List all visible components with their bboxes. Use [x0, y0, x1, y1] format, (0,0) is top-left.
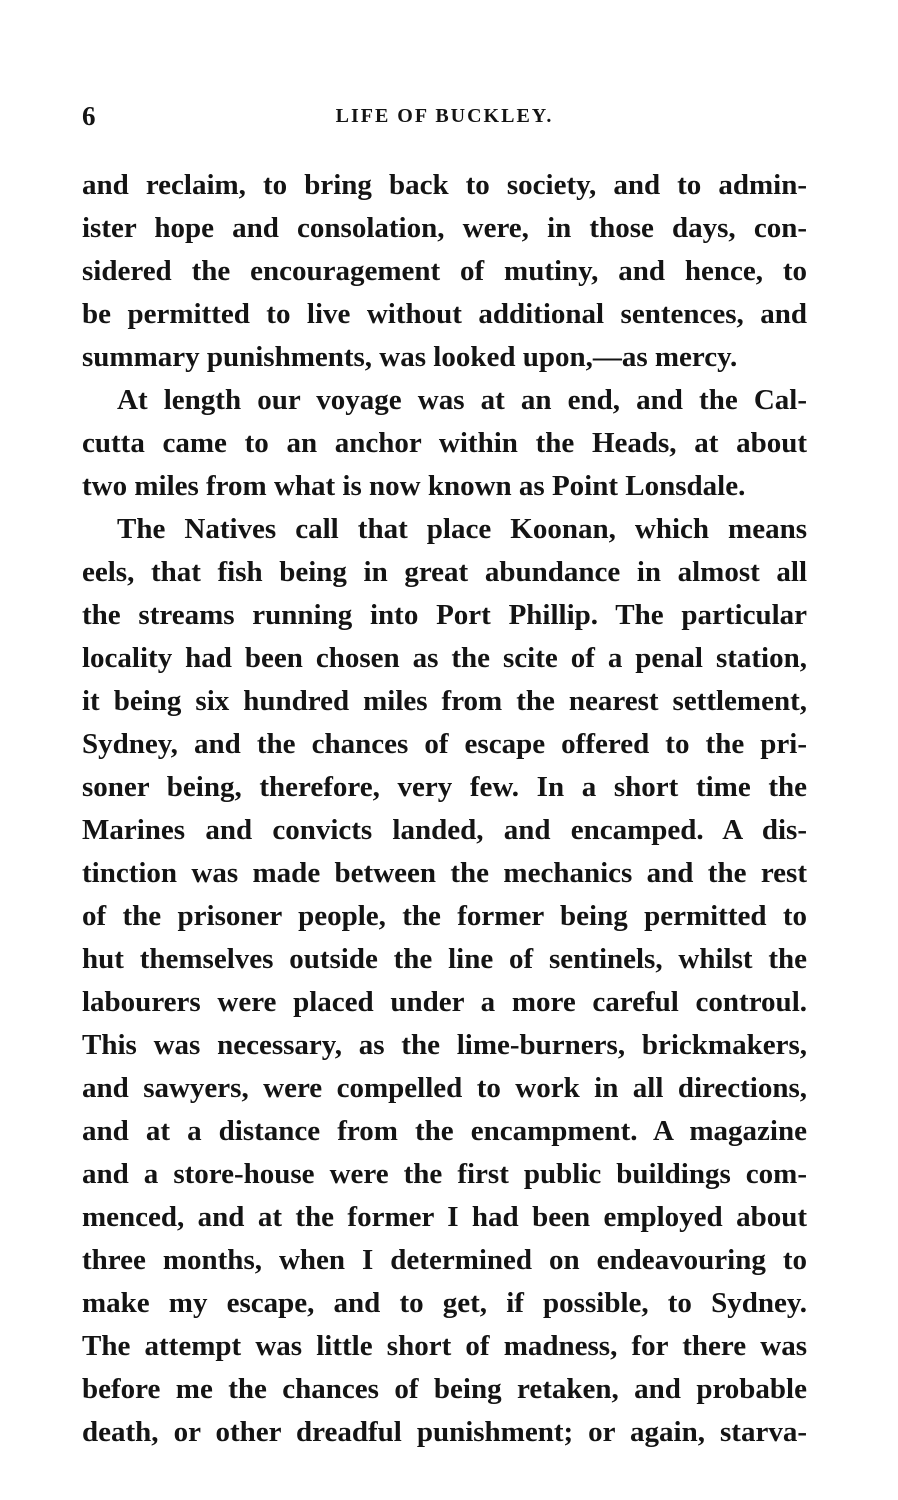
text-line: hut themselves outside the line of sentinels, whilst the — [82, 943, 807, 975]
text-line: it being six hundred miles from the nearest settlement, — [82, 685, 807, 717]
text-line: sidered the encouragement of mutiny, and hence, to — [82, 255, 807, 287]
text-line: labourers were placed under a more careful controul. — [82, 986, 807, 1018]
text-line: cutta came to an anchor within the Heads, at about — [82, 427, 807, 459]
text-line: and sawyers, were compelled to work in all directions, — [82, 1072, 807, 1104]
text-line: The Natives call that place Koonan, which means — [117, 513, 807, 545]
text-line: and a store-house were the first public buildings com- — [82, 1158, 807, 1190]
text-line: locality had been chosen as the scite of a penal station, — [82, 642, 807, 674]
text-line: tinction was made between the mechanics and the rest — [82, 857, 807, 889]
text-line: ister hope and consolation, were, in those days, con- — [82, 212, 807, 244]
text-line: make my escape, and to get, if possible, to Sydney. — [82, 1287, 807, 1319]
text-line: and at a distance from the encampment. A magazine — [82, 1115, 807, 1147]
text-line: summary punishments, was looked upon,—as mercy. — [82, 341, 738, 373]
text-line: Marines and convicts landed, and encamped. A dis- — [82, 814, 807, 846]
text-line: three months, when I determined on endeavouring to — [82, 1244, 807, 1276]
text-line: before me the chances of being retaken, and probable — [82, 1373, 807, 1405]
body-text — [82, 164, 807, 1454]
text-line: eels, that fish being in great abundance in almost all — [82, 556, 807, 588]
page-header — [82, 99, 807, 133]
text-line: and reclaim, to bring back to society, and to admin- — [82, 169, 807, 201]
text-line: the streams running into Port Phillip. The particular — [82, 599, 807, 631]
text-line: The attempt was little short of madness, for there was — [82, 1330, 807, 1362]
text-line: At length our voyage was at an end, and the Cal- — [117, 384, 807, 416]
page-number: 6 — [82, 101, 96, 131]
text-line: be permitted to live without additional sentences, and — [82, 298, 807, 330]
text-line: of the prisoner people, the former being permitted to — [82, 900, 807, 932]
text-line: death, or other dreadful punishment; or again, starva- — [82, 1416, 807, 1448]
text-line: This was necessary, as the lime-burners, brickmakers, — [82, 1029, 807, 1061]
running-title: LIFE OF BUCKLEY. — [335, 105, 554, 127]
text-line: Sydney, and the chances of escape offered to the pri- — [82, 728, 807, 760]
text-line: soner being, therefore, very few. In a short time the — [82, 771, 807, 803]
text-line: menced, and at the former I had been employed about — [82, 1201, 807, 1233]
text-line: two miles from what is now known as Point Lonsdale. — [82, 470, 746, 502]
